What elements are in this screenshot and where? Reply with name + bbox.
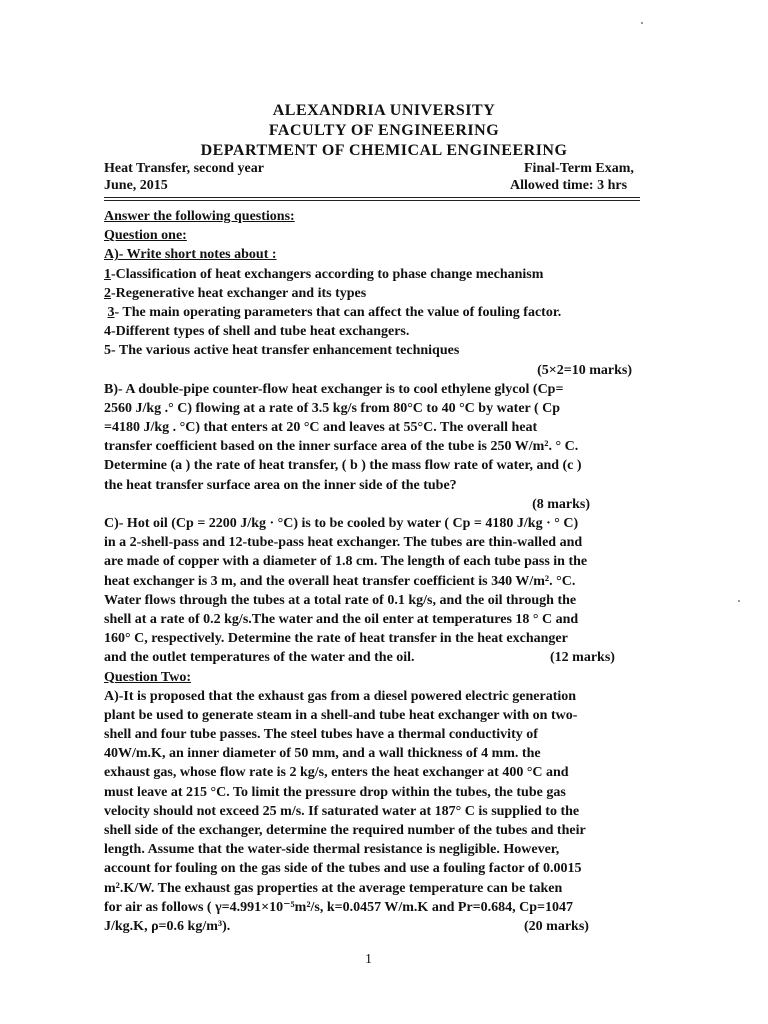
question-two-title: Question Two: — [104, 669, 191, 685]
question-text-with-marks: J/kg.K, ρ=0.6 kg/m³). (20 marks) — [104, 917, 640, 936]
exam-date: June, 2015 — [104, 178, 168, 193]
question-text: C)- Hot oil (Cp = 2200 J/kg · °C) is to be cooled by water ( Cp = 4180 J/kg · ° C) — [104, 516, 579, 531]
scan-speck — [738, 600, 740, 602]
question-text: A)-It is proposed that the exhaust gas from a diesel powered electric generation — [104, 688, 577, 704]
question-text: Determine (a ) the rate of heat transfer, ( b ) the mass flow rate of water, and (c ) — [104, 458, 582, 474]
instructions: Answer the following questions: — [104, 209, 295, 224]
question-text: shell and four tube passes. The steel tubes have a thermal conductivity of — [104, 727, 538, 743]
question-text-with-marks: and the outlet temperatures of the water and the oil. (12 marks) — [104, 648, 640, 667]
exam-label: Final-Term Exam, — [524, 161, 634, 176]
course-label: Heat Transfer, second year — [104, 161, 264, 176]
note-item: 1-Classification of heat exchangers according to phase change mechanism — [104, 266, 544, 282]
question-text: =4180 J/kg . °C) that enters at 20 °C and leaves at 55°C. The overall heat — [104, 420, 538, 436]
question-one-title: Question one: — [104, 228, 187, 244]
header-rule — [104, 200, 640, 201]
question-text: Water flows through the tubes at a total rate of 0.1 kg/s, and the oil through the — [104, 592, 577, 608]
university-name: ALEXANDRIA UNIVERSITY — [272, 102, 496, 119]
marks: (5×2=10 marks) — [537, 362, 632, 378]
exam-body — [104, 207, 640, 936]
question-text: 160° C, respectively. Determine the rate of heat transfer in the heat exchanger — [104, 631, 568, 647]
question-text: the heat transfer surface area on the inner side of the tube? — [104, 477, 457, 493]
allowed-time: Allowed time: 3 hrs — [510, 178, 628, 193]
note-item: 4-Different types of shell and tube heat exchangers. — [104, 324, 410, 340]
question-text: in a 2-shell-pass and 12-tube-pass heat exchanger. The tubes are thin-walled and — [104, 535, 583, 551]
note-item: 3- The main operating parameters that can affect the value of fouling factor. — [107, 304, 562, 320]
question-text: shell at a rate of 0.2 kg/s.The water and the oil enter at temperatures 18 ° C and — [104, 611, 579, 627]
header-rule — [104, 197, 640, 198]
question-text: B)- A double-pipe counter-flow heat exchanger is to cool ethylene glycol (Cp= — [104, 381, 564, 397]
question-text: length. Assume that the water-side thermal resistance is negligible. However, — [104, 842, 560, 858]
question-text: velocity should not exceed 25 m/s. If saturated water at 187° C is supplied to the — [104, 803, 580, 819]
note-item: 5- The various active heat transfer enhancement techniques — [104, 343, 460, 359]
note-item: 2-Regenerative heat exchanger and its types — [104, 285, 367, 301]
question-text: for air as follows ( γ=4.991×10⁻⁵m²/s, k=0.0457 W/m.K and Pr=0.684, Cp=1047 — [104, 899, 574, 915]
part-a-heading: A)- Write short notes about : — [104, 247, 277, 263]
marks: (20 marks) — [524, 918, 589, 934]
marks: (8 marks) — [532, 496, 590, 512]
question-text: are made of copper with a diameter of 1.8 cm. The length of each tube pass in the — [104, 554, 588, 570]
question-text: account for fouling on the gas side of the tubes and use a fouling factor of 0.0015 — [104, 861, 582, 877]
question-text: shell side of the exchanger, determine the required number of the tubes and their — [104, 823, 586, 838]
question-text: m².K/W. The exhaust gas properties at the average temperature can be taken — [104, 880, 563, 896]
page-number: 1 — [365, 952, 372, 967]
question-text: must leave at 215 °C. To limit the pressure drop within the tubes, the tube gas — [104, 784, 566, 800]
department-name: DEPARTMENT OF CHEMICAL ENGINEERING — [200, 142, 568, 159]
faculty-name: FACULTY OF ENGINEERING — [268, 122, 500, 139]
question-text: transfer coefficient based on the inner surface area of the tube is 250 W/m². ° C. — [104, 439, 579, 455]
question-text: exhaust gas, whose flow rate is 2 kg/s, enters the heat exchanger at 400 °C and — [104, 765, 569, 781]
question-text: 2560 J/kg .° C) flowing at a rate of 3.5 kg/s from 80°C to 40 °C by water ( Cp — [104, 400, 561, 416]
marks: (12 marks) — [550, 650, 615, 666]
question-text: plant be used to generate steam in a shell-and tube heat exchanger with on two- — [104, 707, 578, 723]
question-text: heat exchanger is 3 m, and the overall heat transfer coefficient is 340 W/m². °C. — [104, 573, 576, 589]
scan-speck — [641, 22, 643, 24]
question-text: 40W/m.K, an inner diameter of 50 mm, and a wall thickness of 4 mm. the — [104, 746, 541, 762]
